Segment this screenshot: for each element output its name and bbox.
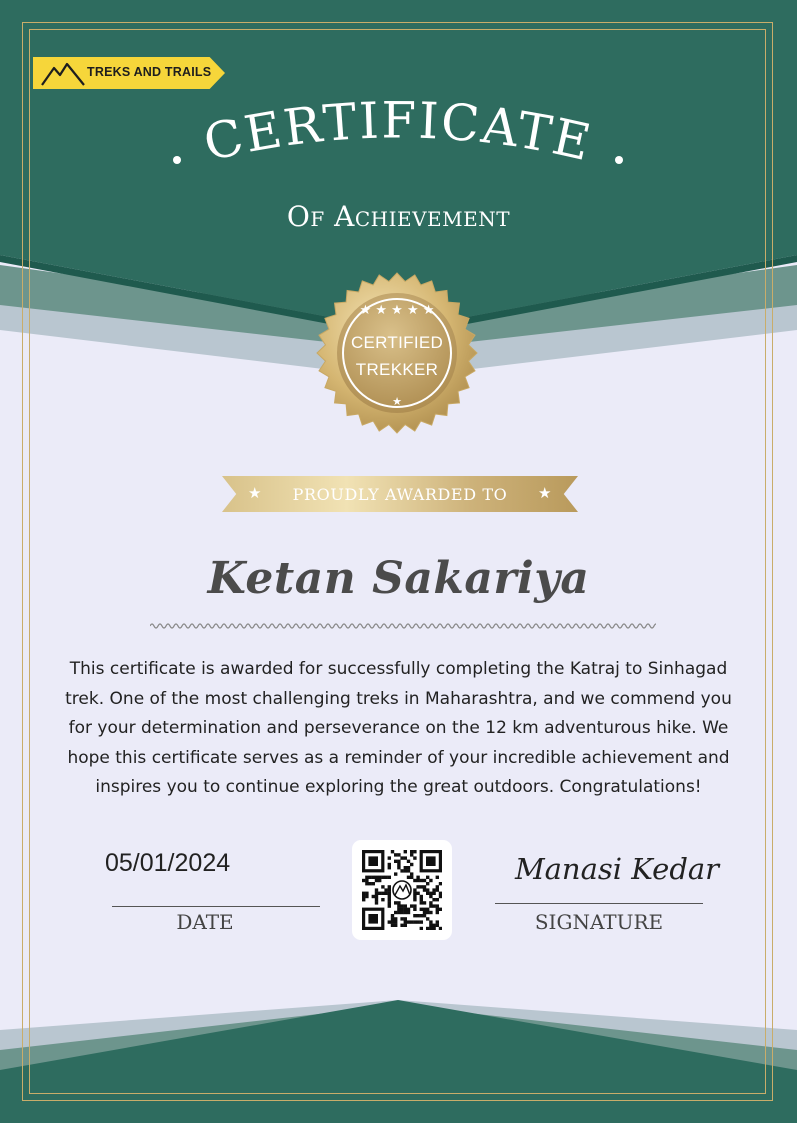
svg-text:★: ★ — [392, 395, 402, 408]
signature-label: SIGNATURE — [534, 910, 664, 934]
star-icon: ★ — [248, 485, 262, 502]
recipient-name: Ketan Sakariya — [207, 553, 590, 604]
title-text: CERTIFICATE — [198, 91, 598, 173]
date-value: 05/01/2024 — [105, 849, 231, 877]
certificate-title — [0, 0, 797, 200]
date-label: DATE — [176, 910, 234, 934]
svg-text:CERTIFICATE — [199, 91, 598, 172]
signature-line — [495, 903, 703, 904]
subtitle: Of Achievement — [286, 200, 511, 233]
svg-text:★ ★ ★ ★ ★: ★ ★ ★ ★ ★ — [359, 303, 435, 318]
seal-line-2: TREKKER — [355, 360, 439, 379]
certificate-body-text: This certificate is awarded for successfully completing the Katraj to Sinhagad trek. One of the most challenging treks in Maharashtra, and we commend you for your determination and perseverance on the 12 km adventurous hike. We hope this certificate serves as a reminder of your incredible achievement and inspires you to continue exploring the great outdoors. Congratulations! — [65, 659, 732, 797]
seal-line-1: CERTIFIED — [350, 333, 444, 352]
qr-code-icon — [362, 850, 442, 930]
signature-name: Manasi Kedar — [514, 852, 720, 886]
wave-divider — [150, 620, 656, 632]
date-line — [112, 906, 320, 907]
ribbon-text: PROUDLY AWARDED TO — [292, 485, 508, 504]
certified-seal-icon — [315, 271, 479, 435]
star-icon: ★ — [538, 485, 552, 502]
brand-name: TREKS AND TRAILS — [87, 65, 212, 79]
